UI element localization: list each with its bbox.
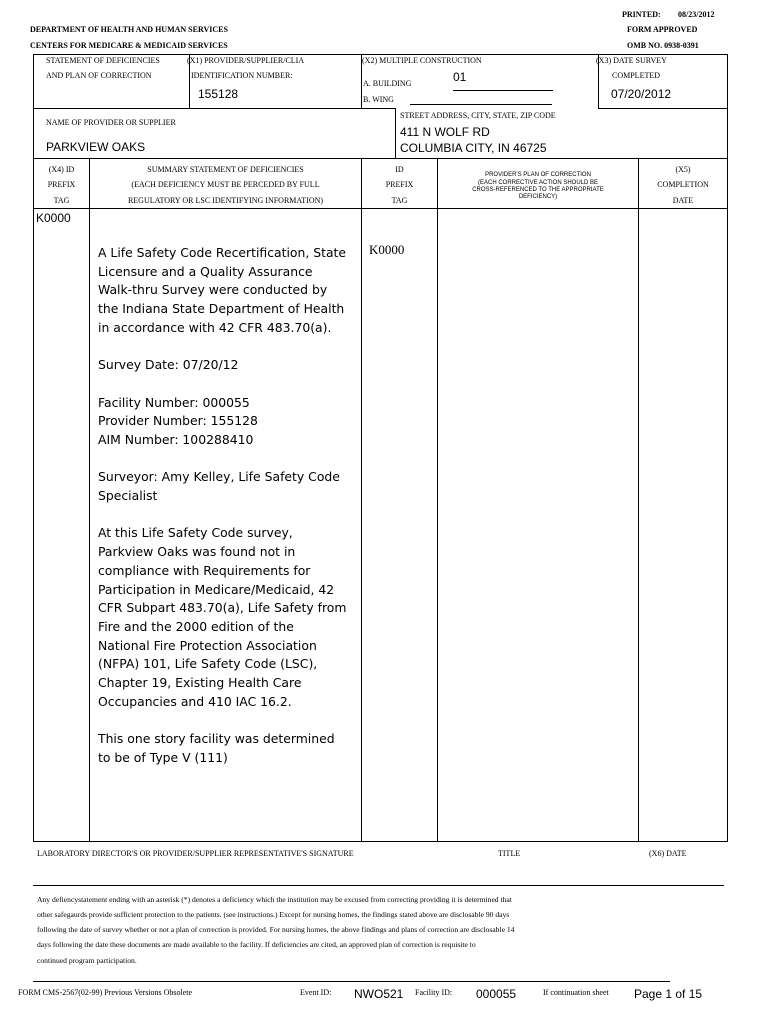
x3-label: (X3) DATE SURVEY xyxy=(596,56,667,65)
continuation-label: If continuation sheet xyxy=(543,988,609,997)
event-id-label: Event ID: xyxy=(300,988,332,997)
provider-number: 155128 xyxy=(198,87,239,101)
facility-id: 000055 xyxy=(476,987,517,1001)
completion-label: COMPLETION xyxy=(657,180,709,189)
omb-number: OMB NO. 0938-0391 xyxy=(627,41,699,50)
plan-subheader-2: CROSS-REFERENCED TO THE APPROPRIATE xyxy=(472,187,604,193)
printed-label: PRINTED: xyxy=(622,10,661,19)
x5-label: (X5) xyxy=(675,165,691,174)
page-number: Page 1 of 15 xyxy=(634,987,703,1001)
centers-title: CENTERS FOR MEDICARE & MEDICAID SERVICES xyxy=(30,41,228,50)
provider-name-label: NAME OF PROVIDER OR SUPPLIER xyxy=(46,118,176,127)
disclaimer-line: other safegaurds provide sufficient protection to the patients. (see instructions.) Except for nursing homes, the findings stated above are disclosable 90 days xyxy=(37,910,510,919)
summary-paragraph: Survey Date: 07/20/12 xyxy=(98,357,239,373)
facility-id-label: Facility ID: xyxy=(415,988,453,997)
summary-subheader-1: (EACH DEFICIENCY MUST BE PERCEDED BY FULL xyxy=(131,180,320,189)
building-label: A. BUILDING xyxy=(363,79,412,88)
event-id: NWO521 xyxy=(354,987,404,1001)
x4-tag-label: TAG xyxy=(53,196,70,205)
survey-completed-date: 07/20/2012 xyxy=(611,87,672,101)
summary-header: SUMMARY STATEMENT OF DEFICIENCIES xyxy=(147,165,304,174)
x4-id-label: (X4) ID xyxy=(48,165,75,174)
provider-name: PARKVIEW OAKS xyxy=(46,140,146,154)
printed-date: 08/23/2012 xyxy=(678,10,715,19)
date-label: DATE xyxy=(672,196,694,205)
summary-paragraph: Surveyor: Amy Kelley, Life Safety Code Specialist xyxy=(98,469,340,504)
plan-subheader-3: DEFICIENCY) xyxy=(518,194,558,200)
department-title: DEPARTMENT OF HEALTH AND HUMAN SERVICES xyxy=(30,25,228,34)
plan-label: AND PLAN OF CORRECTION xyxy=(46,71,152,80)
id-tag-label: TAG xyxy=(391,196,408,205)
form-approved: FORM APPROVED xyxy=(627,25,698,34)
completed-label: COMPLETED xyxy=(612,71,660,80)
id-prefix-label: PREFIX xyxy=(385,180,414,189)
summary-paragraph: This one story facility was determined to be of Type V (111) xyxy=(98,731,335,765)
summary-paragraph: A Life Safety Code Recertification, State Licensure and a Quality Assurance Walk-thru Survey were conducted by the Indiana State Department of Health in accordance with 42 CFR 483.70(a). xyxy=(98,245,347,335)
disclaimer-line: continued program participation. xyxy=(37,956,137,965)
summary-subheader-2: REGULATORY OR LSC IDENTIFYING INFORMATION) xyxy=(127,196,324,205)
city-state-zip: COLUMBIA CITY, IN 46725 xyxy=(400,141,547,155)
title-label: TITLE xyxy=(498,849,521,858)
plan-header: PROVIDER'S PLAN OF CORRECTION xyxy=(485,172,591,178)
street-address: 411 N WOLF RD xyxy=(400,125,490,139)
x1-id-label: IDENTIFICATION NUMBER: xyxy=(191,71,293,80)
left-tag: K0000 xyxy=(36,211,71,225)
building-value: 01 xyxy=(453,70,467,84)
signature-label: LABORATORY DIRECTOR'S OR PROVIDER/SUPPLIER REPRESENTATIVE'S SIGNATURE xyxy=(37,849,354,858)
x6-date-label: (X6) DATE xyxy=(649,849,687,858)
right-tag: K0000 xyxy=(369,242,405,257)
disclaimer-line: Any defiencystatement ending with an asterisk (*) denotes a deficiency which the institution may be excused from correcting providing it is determined that xyxy=(37,895,512,904)
disclaimer-line: following the date of survey whether or not a plan of correction is provided. For nursing homes, the above findings and plans of correction are disclosable 14 xyxy=(37,925,515,934)
x1-label: (X1) PROVIDER/SUPPLIER/CLIA xyxy=(187,56,305,65)
plan-subheader-1: (EACH CORRECTIVE ACTION SHOULD BE xyxy=(477,180,599,186)
x4-prefix-label: PREFIX xyxy=(47,180,76,189)
statement-label: STATEMENT OF DEFICIENCIES xyxy=(46,56,160,65)
form-number: FORM CMS-2567(02-99) Previous Versions Obsolete xyxy=(18,988,193,997)
disclaimer-line: days following the date these documents are made available to the facility. If deficiencies are cited, an approved plan of correction is requisite to xyxy=(37,940,476,949)
wing-label: B. WING xyxy=(363,95,394,104)
summary-paragraph: Facility Number: 000055 Provider Number: 155128 AIM Number: 100288410 xyxy=(98,394,258,447)
deficiency-summary xyxy=(98,244,348,786)
address-label: STREET ADDRESS, CITY, STATE, ZIP CODE xyxy=(400,111,556,120)
x2-label: (X2) MULTIPLE CONSTRUCTION xyxy=(362,56,482,65)
summary-paragraph: At this Life Safety Code survey, Parkview Oaks was found not in compliance with Requirements for Participation in Medicare/Medicaid, 42 CFR Subpart 483.70(a), Life Safety from Fire and the 2000 edition of the National Fire Protection Association (NFPA) 101, Life Safety Code (LSC), Chapter 19, Existing Health Care Occupancies and 410 IAC 16.2. xyxy=(98,525,347,709)
id-label: ID xyxy=(395,165,404,174)
